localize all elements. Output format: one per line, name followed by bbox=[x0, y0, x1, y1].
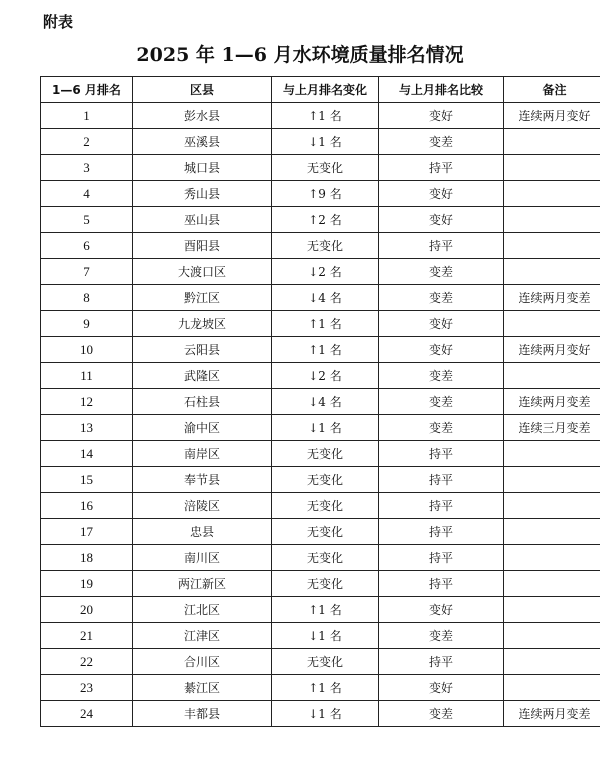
cell-comparison: 持平 bbox=[379, 441, 504, 467]
table-row bbox=[41, 285, 600, 311]
cell-rank-change: ↑2 名 bbox=[272, 207, 379, 233]
cell-comparison: 变好 bbox=[379, 337, 504, 363]
header-comparison: 与上月排名比较 bbox=[379, 77, 504, 103]
cell-note: 连续两月变差 bbox=[504, 701, 600, 727]
cell-rank-change: 无变化 bbox=[272, 571, 379, 597]
cell-rank: 18 bbox=[41, 545, 133, 571]
table-row bbox=[41, 129, 600, 155]
cell-note: 连续两月变差 bbox=[504, 389, 600, 415]
cell-note bbox=[504, 129, 600, 155]
appendix-label: 附表 bbox=[43, 13, 74, 31]
cell-rank: 14 bbox=[41, 441, 133, 467]
cell-rank-change: ↓1 名 bbox=[272, 701, 379, 727]
table-row bbox=[41, 337, 600, 363]
cell-rank: 5 bbox=[41, 207, 133, 233]
cell-rank-change: 无变化 bbox=[272, 545, 379, 571]
cell-rank: 17 bbox=[41, 519, 133, 545]
cell-note bbox=[504, 181, 600, 207]
header-district: 区县 bbox=[133, 77, 272, 103]
cell-district: 九龙坡区 bbox=[133, 311, 272, 337]
cell-rank-change: ↑1 名 bbox=[272, 311, 379, 337]
cell-rank: 22 bbox=[41, 649, 133, 675]
cell-rank: 24 bbox=[41, 701, 133, 727]
cell-comparison: 变差 bbox=[379, 701, 504, 727]
cell-rank: 7 bbox=[41, 259, 133, 285]
cell-rank-change: ↑9 名 bbox=[272, 181, 379, 207]
cell-note: 连续三月变差 bbox=[504, 415, 600, 441]
table-row bbox=[41, 415, 600, 441]
cell-rank: 11 bbox=[41, 363, 133, 389]
cell-rank-change: ↓2 名 bbox=[272, 259, 379, 285]
cell-comparison: 持平 bbox=[379, 233, 504, 259]
cell-rank-change: ↓4 名 bbox=[272, 389, 379, 415]
cell-comparison: 变好 bbox=[379, 675, 504, 701]
cell-district: 巫溪县 bbox=[133, 129, 272, 155]
cell-note bbox=[504, 467, 600, 493]
cell-district: 忠县 bbox=[133, 519, 272, 545]
cell-district: 巫山县 bbox=[133, 207, 272, 233]
cell-district: 涪陵区 bbox=[133, 493, 272, 519]
cell-comparison: 变好 bbox=[379, 207, 504, 233]
header-rank-change: 与上月排名变化 bbox=[272, 77, 379, 103]
cell-rank: 4 bbox=[41, 181, 133, 207]
cell-rank-change: ↑1 名 bbox=[272, 597, 379, 623]
cell-district: 彭水县 bbox=[133, 103, 272, 129]
cell-rank-change: 无变化 bbox=[272, 155, 379, 181]
table-row bbox=[41, 441, 600, 467]
cell-rank: 21 bbox=[41, 623, 133, 649]
cell-district: 渝中区 bbox=[133, 415, 272, 441]
cell-rank: 20 bbox=[41, 597, 133, 623]
cell-comparison: 变差 bbox=[379, 259, 504, 285]
cell-rank-change: ↓1 名 bbox=[272, 623, 379, 649]
cell-district: 云阳县 bbox=[133, 337, 272, 363]
table-row bbox=[41, 207, 600, 233]
cell-note: 连续两月变好 bbox=[504, 103, 600, 129]
table-row bbox=[41, 493, 600, 519]
cell-rank: 23 bbox=[41, 675, 133, 701]
cell-rank-change: ↑1 名 bbox=[272, 337, 379, 363]
table-row bbox=[41, 571, 600, 597]
table-row bbox=[41, 311, 600, 337]
cell-comparison: 变差 bbox=[379, 415, 504, 441]
cell-note bbox=[504, 623, 600, 649]
cell-note bbox=[504, 675, 600, 701]
cell-district: 丰都县 bbox=[133, 701, 272, 727]
cell-rank: 8 bbox=[41, 285, 133, 311]
table-row bbox=[41, 701, 600, 727]
cell-district: 南川区 bbox=[133, 545, 272, 571]
cell-comparison: 变差 bbox=[379, 389, 504, 415]
cell-rank: 1 bbox=[41, 103, 133, 129]
cell-district: 秀山县 bbox=[133, 181, 272, 207]
cell-rank: 3 bbox=[41, 155, 133, 181]
table-row bbox=[41, 103, 600, 129]
cell-note bbox=[504, 233, 600, 259]
cell-district: 两江新区 bbox=[133, 571, 272, 597]
cell-rank: 2 bbox=[41, 129, 133, 155]
cell-rank-change: 无变化 bbox=[272, 467, 379, 493]
cell-comparison: 变差 bbox=[379, 623, 504, 649]
cell-rank: 13 bbox=[41, 415, 133, 441]
cell-note bbox=[504, 571, 600, 597]
cell-note bbox=[504, 259, 600, 285]
cell-rank: 19 bbox=[41, 571, 133, 597]
header-row bbox=[41, 77, 600, 103]
cell-comparison: 变差 bbox=[379, 285, 504, 311]
cell-note bbox=[504, 441, 600, 467]
cell-note: 连续两月变好 bbox=[504, 337, 600, 363]
cell-rank-change: ↓2 名 bbox=[272, 363, 379, 389]
cell-rank-change: ↓1 名 bbox=[272, 415, 379, 441]
header-rank: 1—6 月排名 bbox=[41, 77, 133, 103]
cell-rank-change: 无变化 bbox=[272, 441, 379, 467]
cell-comparison: 变好 bbox=[379, 181, 504, 207]
cell-rank: 9 bbox=[41, 311, 133, 337]
cell-district: 南岸区 bbox=[133, 441, 272, 467]
cell-district: 石柱县 bbox=[133, 389, 272, 415]
cell-comparison: 持平 bbox=[379, 493, 504, 519]
cell-rank-change: 无变化 bbox=[272, 233, 379, 259]
cell-comparison: 持平 bbox=[379, 571, 504, 597]
cell-rank-change: ↑1 名 bbox=[272, 675, 379, 701]
cell-rank-change: 无变化 bbox=[272, 649, 379, 675]
cell-rank: 15 bbox=[41, 467, 133, 493]
cell-rank-change: ↑1 名 bbox=[272, 103, 379, 129]
cell-note: 连续两月变差 bbox=[504, 285, 600, 311]
table-row bbox=[41, 259, 600, 285]
cell-comparison: 变好 bbox=[379, 311, 504, 337]
table-row bbox=[41, 649, 600, 675]
table-row bbox=[41, 675, 600, 701]
cell-note bbox=[504, 207, 600, 233]
cell-comparison: 变好 bbox=[379, 597, 504, 623]
cell-comparison: 持平 bbox=[379, 545, 504, 571]
cell-comparison: 持平 bbox=[379, 519, 504, 545]
cell-rank: 16 bbox=[41, 493, 133, 519]
cell-note bbox=[504, 545, 600, 571]
cell-note bbox=[504, 311, 600, 337]
table-row bbox=[41, 181, 600, 207]
table-row bbox=[41, 389, 600, 415]
cell-district: 綦江区 bbox=[133, 675, 272, 701]
table-row bbox=[41, 467, 600, 493]
cell-district: 城口县 bbox=[133, 155, 272, 181]
cell-comparison: 持平 bbox=[379, 155, 504, 181]
table-row bbox=[41, 623, 600, 649]
cell-district: 黔江区 bbox=[133, 285, 272, 311]
cell-note bbox=[504, 597, 600, 623]
table-body bbox=[41, 103, 600, 727]
cell-comparison: 持平 bbox=[379, 467, 504, 493]
table-row bbox=[41, 155, 600, 181]
table-row bbox=[41, 233, 600, 259]
page-title: 2025 年 1—6 月水环境质量排名情况 bbox=[136, 44, 464, 66]
table-row bbox=[41, 363, 600, 389]
cell-rank-change: ↓1 名 bbox=[272, 129, 379, 155]
cell-rank-change: 无变化 bbox=[272, 493, 379, 519]
table-row bbox=[41, 597, 600, 623]
cell-district: 武隆区 bbox=[133, 363, 272, 389]
cell-rank-change: 无变化 bbox=[272, 519, 379, 545]
cell-district: 大渡口区 bbox=[133, 259, 272, 285]
cell-district: 酉阳县 bbox=[133, 233, 272, 259]
cell-note bbox=[504, 493, 600, 519]
cell-district: 江津区 bbox=[133, 623, 272, 649]
cell-comparison: 变好 bbox=[379, 103, 504, 129]
table-row bbox=[41, 545, 600, 571]
cell-district: 奉节县 bbox=[133, 467, 272, 493]
cell-district: 江北区 bbox=[133, 597, 272, 623]
cell-comparison: 变差 bbox=[379, 129, 504, 155]
cell-rank: 10 bbox=[41, 337, 133, 363]
table-row bbox=[41, 519, 600, 545]
cell-note bbox=[504, 649, 600, 675]
cell-comparison: 持平 bbox=[379, 649, 504, 675]
cell-rank-change: ↓4 名 bbox=[272, 285, 379, 311]
cell-note bbox=[504, 519, 600, 545]
cell-note bbox=[504, 155, 600, 181]
header-note: 备注 bbox=[504, 77, 600, 103]
cell-rank: 6 bbox=[41, 233, 133, 259]
cell-note bbox=[504, 363, 600, 389]
ranking-table bbox=[40, 76, 600, 727]
cell-district: 合川区 bbox=[133, 649, 272, 675]
cell-comparison: 变差 bbox=[379, 363, 504, 389]
cell-rank: 12 bbox=[41, 389, 133, 415]
